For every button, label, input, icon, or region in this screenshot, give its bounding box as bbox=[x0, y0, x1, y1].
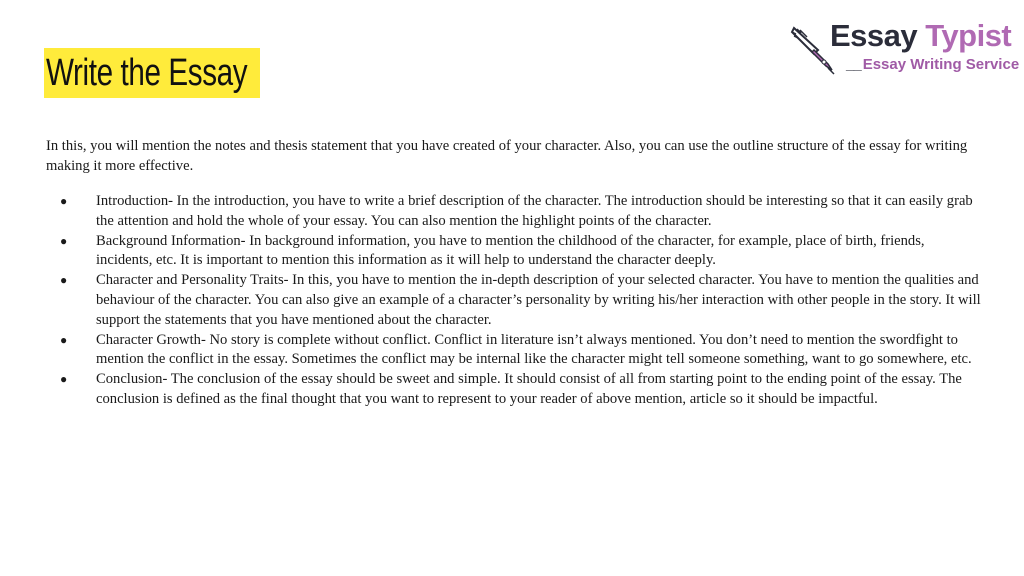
bullet-icon: ● bbox=[60, 332, 68, 347]
title-highlight bbox=[44, 48, 260, 98]
bullet-icon: ● bbox=[60, 273, 68, 288]
bullet-list bbox=[46, 192, 981, 410]
intro-paragraph: In this, you will mention the notes and thesis statement that you have created of your character. Also, you can use the outline structure of the essay for writing making it more effective. bbox=[46, 138, 968, 174]
list-item bbox=[46, 370, 981, 410]
brand-logo bbox=[788, 18, 1020, 80]
list-item-text: Background Information- In background information, you have to mention the childhood of the character, for example, place of birth, friends, incidents, etc. It is important to mention this information as it will help to understand the character deeply. bbox=[96, 232, 925, 269]
list-item-text: Conclusion- The conclusion of the essay should be sweet and simple. It should consist of all from starting point to the ending point of the essay. The conclusion is defined as the final thought that you want to represent to your reader of above mention, article so it should be impactful. bbox=[96, 371, 962, 407]
list-item-text: Character and Personality Traits- In this, you have to mention the in-depth description of your selected character. You have to mention the qualities and behaviour of the character. You can also give an example of a character’s personality by writing his/her interaction with other people in the story. It will support the statements that you have mentioned about the character. bbox=[96, 272, 981, 328]
bullet-icon: ● bbox=[60, 233, 68, 248]
logo-name-part2: Typist bbox=[925, 18, 1012, 53]
list-item bbox=[46, 232, 981, 272]
list-item bbox=[46, 271, 981, 330]
bullet-icon: ● bbox=[60, 372, 68, 387]
page-title: Write the Essay bbox=[46, 52, 248, 94]
logo-tagline bbox=[846, 56, 1019, 73]
logo-name bbox=[830, 18, 1011, 54]
list-item-text: Character Growth- No story is complete without conflict. Conflict in literature isn’t always mentioned. You don’t need to mention the swordfight to mention the conflict in the essay. Sometimes the conflict may be internal like the character might tell someone something, want to go somewhere, etc. bbox=[96, 331, 972, 368]
list-item bbox=[46, 331, 981, 371]
list-item-text: Introduction- In the introduction, you have to write a brief description of the character. The introduction should be interesting so that it can easily grab the attention and hold the whole of your essay. You can also mention the highlight points of the character. bbox=[96, 193, 973, 229]
bullet-icon: ● bbox=[60, 194, 68, 208]
logo-tagline-text: Essay Writing Service bbox=[862, 56, 1020, 73]
logo-tagline-prefix: __ bbox=[846, 56, 861, 73]
logo-name-part1: Essay bbox=[830, 18, 918, 53]
list-item bbox=[46, 192, 981, 232]
